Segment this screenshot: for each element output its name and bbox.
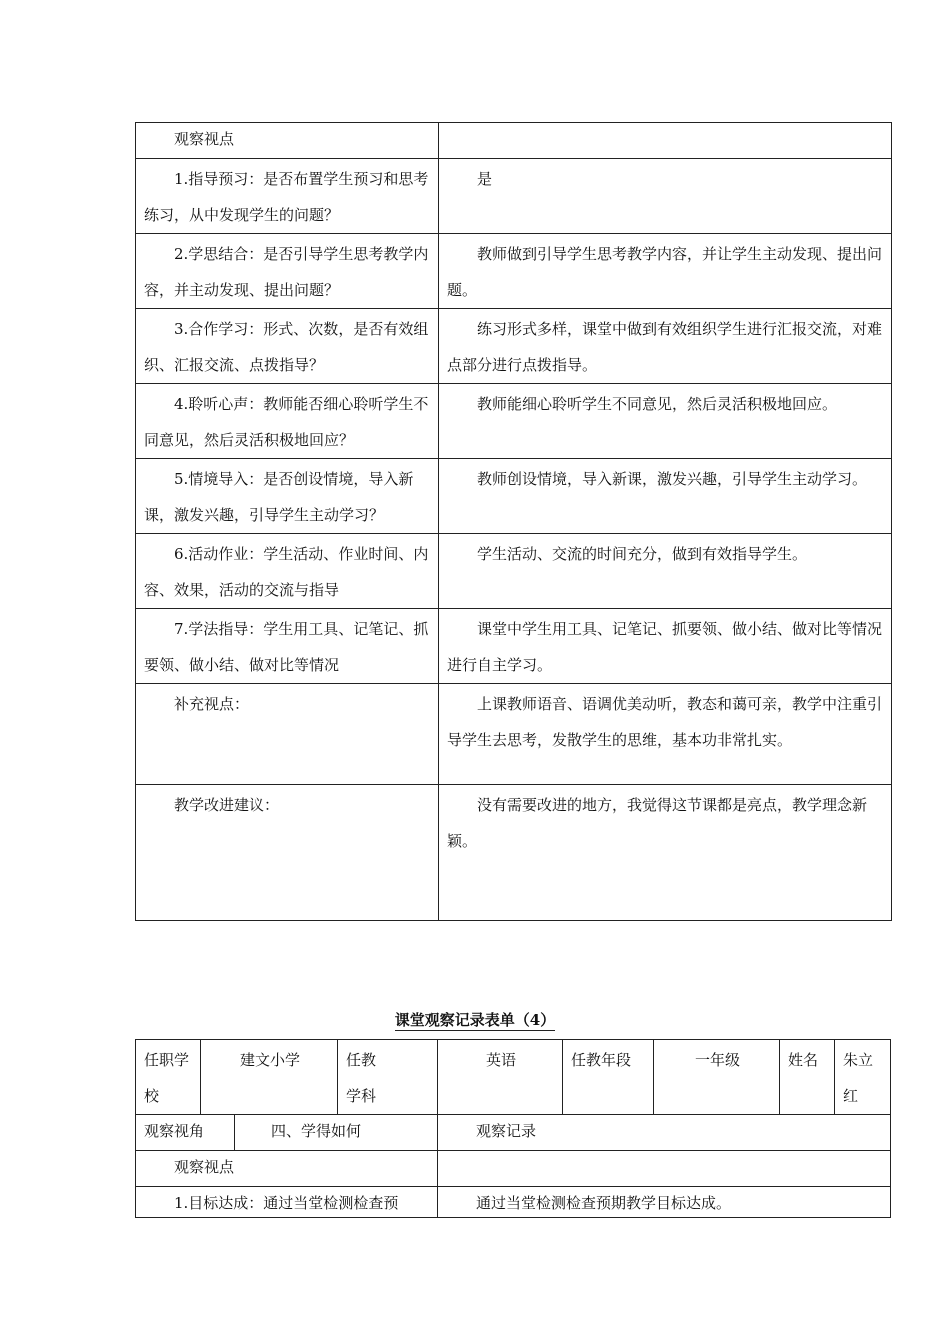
improvement-suggestion-label: 教学改进建议： (174, 796, 280, 814)
table-cell (438, 1115, 891, 1151)
table-cell (780, 1040, 835, 1115)
name-label: 姓名 (788, 1051, 819, 1069)
record-cell: 练习形式多样，课堂中做到有效组织学生进行汇报交流，对难点部分进行点拨指导。 (447, 320, 883, 374)
table-row (136, 384, 892, 459)
record-cell: 学生活动、交流的时间充分，做到有效指导学生。 (477, 545, 808, 563)
table-cell (439, 785, 892, 921)
viewpoint-cell: 3.合作学习：形式、次数，是否有效组织、汇报交流、点拨指导？ (144, 320, 429, 374)
record-cell: 课堂中学生用工具、记笔记、抓要领、做小结、做对比等情况进行自主学习。 (447, 620, 883, 674)
viewpoint-cell: 7.学法指导：学生用工具、记笔记、抓要领、做小结、做对比等情况 (144, 620, 429, 674)
form-title-text: 课堂观察记录表单（4） (394, 1011, 556, 1029)
table-row (136, 609, 892, 684)
viewpoint-cell: 4.聆听心声：教师能否细心聆听学生不同意见，然后灵活积极地回应？ (144, 395, 429, 449)
table-cell (136, 1187, 438, 1218)
subject-label: 任教学科 (346, 1051, 377, 1105)
table-row (136, 309, 892, 384)
table-cell (439, 534, 892, 609)
observation-form-4 (135, 1039, 891, 1218)
angle-label: 观察视角 (144, 1122, 205, 1140)
table-cell (136, 309, 439, 384)
table-row (136, 785, 892, 921)
table-cell (136, 159, 439, 234)
viewpoint-header: 观察视点 (174, 1158, 235, 1176)
table-cell (338, 1040, 438, 1115)
table-cell (439, 609, 892, 684)
record-label: 观察记录 (476, 1122, 537, 1140)
table-cell (136, 384, 439, 459)
table-row (136, 1115, 891, 1151)
viewpoint-cell: 2.学思结合：是否引导学生思考教学内容，并主动发现、提出问题？ (144, 245, 429, 299)
table-cell (136, 609, 439, 684)
record-cell: 教师做到引导学生思考教学内容，并让学生主动发现、提出问题。 (447, 245, 883, 299)
table-cell (439, 384, 892, 459)
record-cell: 没有需要改进的地方，我觉得这节课都是亮点，教学理念新颖。 (447, 796, 868, 850)
table-cell (835, 1040, 891, 1115)
angle-value: 四、学得如何 (271, 1122, 362, 1140)
table-cell (563, 1040, 654, 1115)
table-cell (136, 123, 439, 159)
table-row (136, 1151, 891, 1187)
table-row (136, 123, 892, 159)
table-cell (136, 459, 439, 534)
name-value: 朱立红 (843, 1051, 874, 1105)
table-cell (136, 534, 439, 609)
table-row (136, 534, 892, 609)
record-cell: 上课教师语音、语调优美动听，教态和蔼可亲，教学中注重引导学生去思考，发散学生的思维，基本功非常扎实。 (447, 695, 883, 749)
viewpoint-header: 观察视点 (174, 130, 235, 148)
table-cell (136, 785, 439, 921)
record-cell: 教师创设情境，导入新课，激发兴趣，引导学生主动学习。 (477, 470, 868, 488)
table-cell (136, 684, 439, 785)
table-cell (439, 123, 892, 159)
table-cell (439, 459, 892, 534)
table-cell (439, 159, 892, 234)
table-cell (201, 1040, 338, 1115)
viewpoint-cell: 1.目标达成：通过当堂检测检查预 (174, 1194, 399, 1212)
table-row (136, 159, 892, 234)
grade-value: 一年级 (695, 1051, 741, 1069)
table-cell (136, 1115, 235, 1151)
table-cell (439, 684, 892, 785)
record-cell (438, 1151, 890, 1153)
record-cell: 通过当堂检测检查预期教学目标达成。 (476, 1194, 732, 1212)
table-cell (438, 1040, 563, 1115)
table-row (136, 234, 892, 309)
viewpoint-cell: 6.活动作业：学生活动、作业时间、内容、效果，活动的交流与指导 (144, 545, 429, 599)
viewpoint-cell: 1.指导预习：是否布置学生预习和思考练习，从中发现学生的问题？ (144, 170, 429, 224)
table-cell (438, 1187, 891, 1218)
school-value: 建文小学 (240, 1051, 301, 1069)
grade-label: 任教年段 (571, 1051, 632, 1069)
table-cell (654, 1040, 780, 1115)
table-row (136, 459, 892, 534)
record-cell: 是 (477, 170, 493, 188)
table-cell (136, 1151, 438, 1187)
observation-table-continued (135, 122, 892, 921)
table-cell (235, 1115, 438, 1151)
record-cell: 教师能细心聆听学生不同意见，然后灵活积极地回应。 (477, 395, 838, 413)
table-cell (439, 309, 892, 384)
table-row (136, 684, 892, 785)
record-cell (439, 123, 891, 125)
subject-value: 英语 (486, 1051, 517, 1069)
table-cell (439, 234, 892, 309)
supplementary-viewpoint-label: 补充视点： (174, 695, 250, 713)
table-cell (136, 234, 439, 309)
viewpoint-cell: 5.情境导入：是否创设情境，导入新课，激发兴趣，引导学生主动学习？ (144, 470, 414, 524)
table-row (136, 1187, 891, 1218)
form-title (0, 1010, 950, 1030)
table-row (136, 1040, 891, 1115)
table-cell (438, 1151, 891, 1187)
table-cell (136, 1040, 201, 1115)
school-label: 任职学校 (144, 1051, 190, 1105)
